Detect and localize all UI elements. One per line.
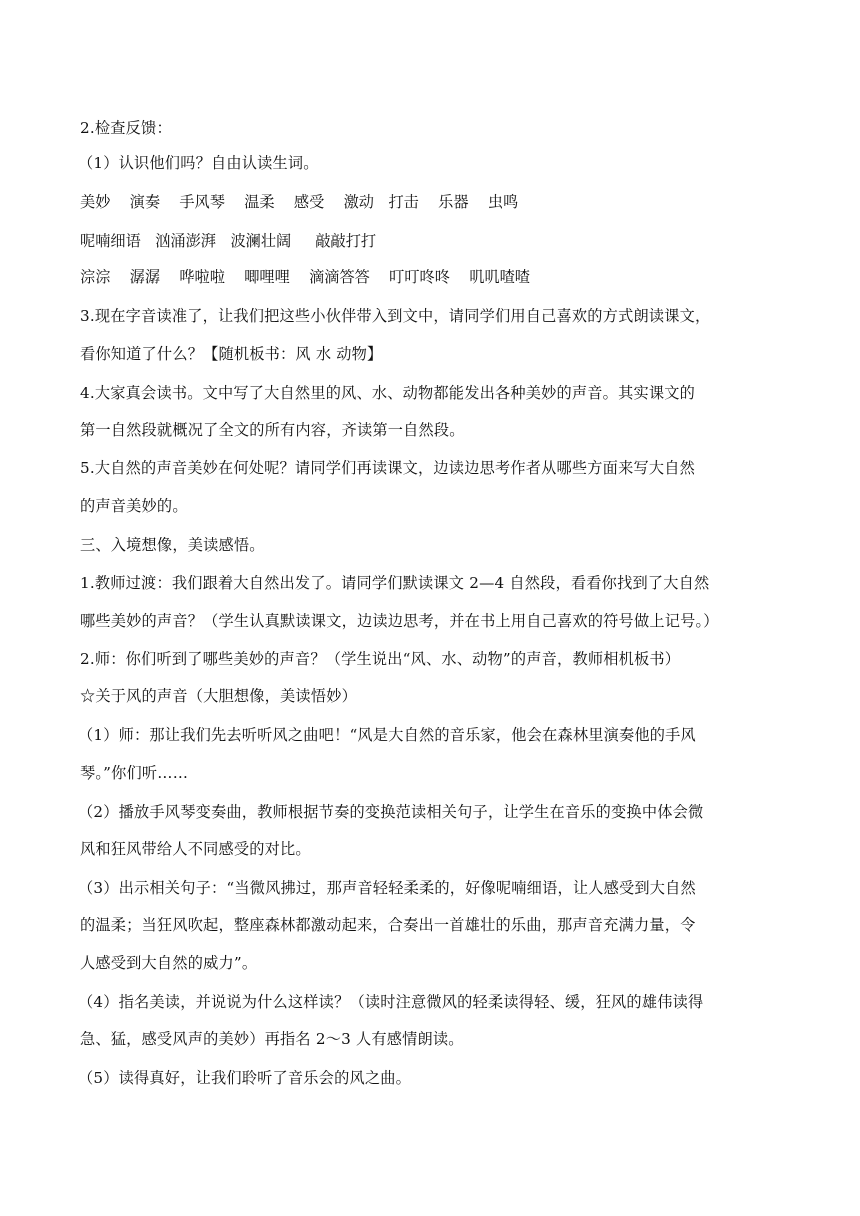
paragraph-line: 哪些美妙的声音？（学生认真默读课文，边读边思考，并在书上用自己喜欢的符号做上记号。） [80, 612, 719, 630]
sub-item-1: （1）认识他们吗？自由认读生词。 [78, 154, 319, 172]
vocab-row-1: 美妙 演奏 手风琴 温柔 感受 激动 打击 乐器 虫鸣 [80, 193, 519, 211]
paragraph-line: 琴。”你们听…… [80, 764, 189, 782]
paragraph-line: （4）指名美读，并说说为什么这样读？（读时注意微风的轻柔读得轻、缓，狂风的雄伟读得 [78, 993, 704, 1011]
paragraph-line: 的声音美妙的。 [80, 497, 188, 515]
step-2-heading: 2.检查反馈： [80, 119, 172, 137]
paragraph-line: 看你知道了什么？【随机板书：风 水 动物】 [80, 345, 383, 363]
section-3-heading: 三、入境想像，美读感悟。 [80, 536, 265, 554]
paragraph-line: 第一自然段就概况了全文的所有内容，齐读第一自然段。 [80, 421, 465, 439]
paragraph-line: （1）师：那让我们先去听听风之曲吧！“风是大自然的音乐家，他会在森林里演奏他的手风 [78, 726, 696, 744]
paragraph-line: 2.师：你们听到了哪些美妙的声音？（学生说出“风、水、动物”的声音，教师相机板书） [80, 650, 681, 668]
paragraph-line: 4.大家真会读书。文中写了大自然里的风、水、动物都能发出各种美妙的声音。其实课文的 [80, 384, 696, 402]
paragraph-line: 5.大自然的声音美妙在何处呢？请同学们再读课文，边读边思考作者从哪些方面来写大自然 [80, 459, 696, 477]
paragraph-line: 3.现在字音读准了，让我们把这些小伙伴带入到文中，请同学们用自己喜欢的方式朗读课文， [80, 307, 711, 325]
vocab-row-3: 淙淙 潺潺 哗啦啦 唧哩哩 滴滴答答 叮叮咚咚 叽叽喳喳 [80, 268, 530, 286]
paragraph-line: （3）出示相关句子：“当微风拂过，那声音轻轻柔柔的，好像呢喃细语，让人感受到大自然 [78, 879, 696, 897]
paragraph-line: 急、猛，感受风声的美妙）再指名 2～3 人有感情朗读。 [80, 1030, 464, 1048]
paragraph-line: 1.教师过渡：我们跟着大自然出发了。请同学们默读课文 2—4 自然段，看看你找到了大自然 [80, 574, 710, 592]
paragraph-line: （2）播放手风琴变奏曲，教师根据节奏的变换范读相关句子，让学生在音乐的变换中体会微 [78, 803, 704, 821]
paragraph-line: 的温柔；当狂风吹起，整座森林都激动起来，合奏出一首雄壮的乐曲，那声音充满力量，令 [80, 916, 696, 934]
paragraph-line: 人感受到大自然的威力”。 [80, 954, 258, 972]
wind-sound-heading: ☆关于风的声音（大胆想像，美读悟妙） [80, 687, 357, 705]
paragraph-line: （5）读得真好，让我们聆听了音乐会的风之曲。 [78, 1069, 412, 1087]
paragraph-line: 风和狂风带给人不同感受的对比。 [80, 840, 311, 858]
vocab-row-2: 呢喃细语 汹涌澎湃 波澜壮阔 敲敲打打 [80, 232, 377, 250]
